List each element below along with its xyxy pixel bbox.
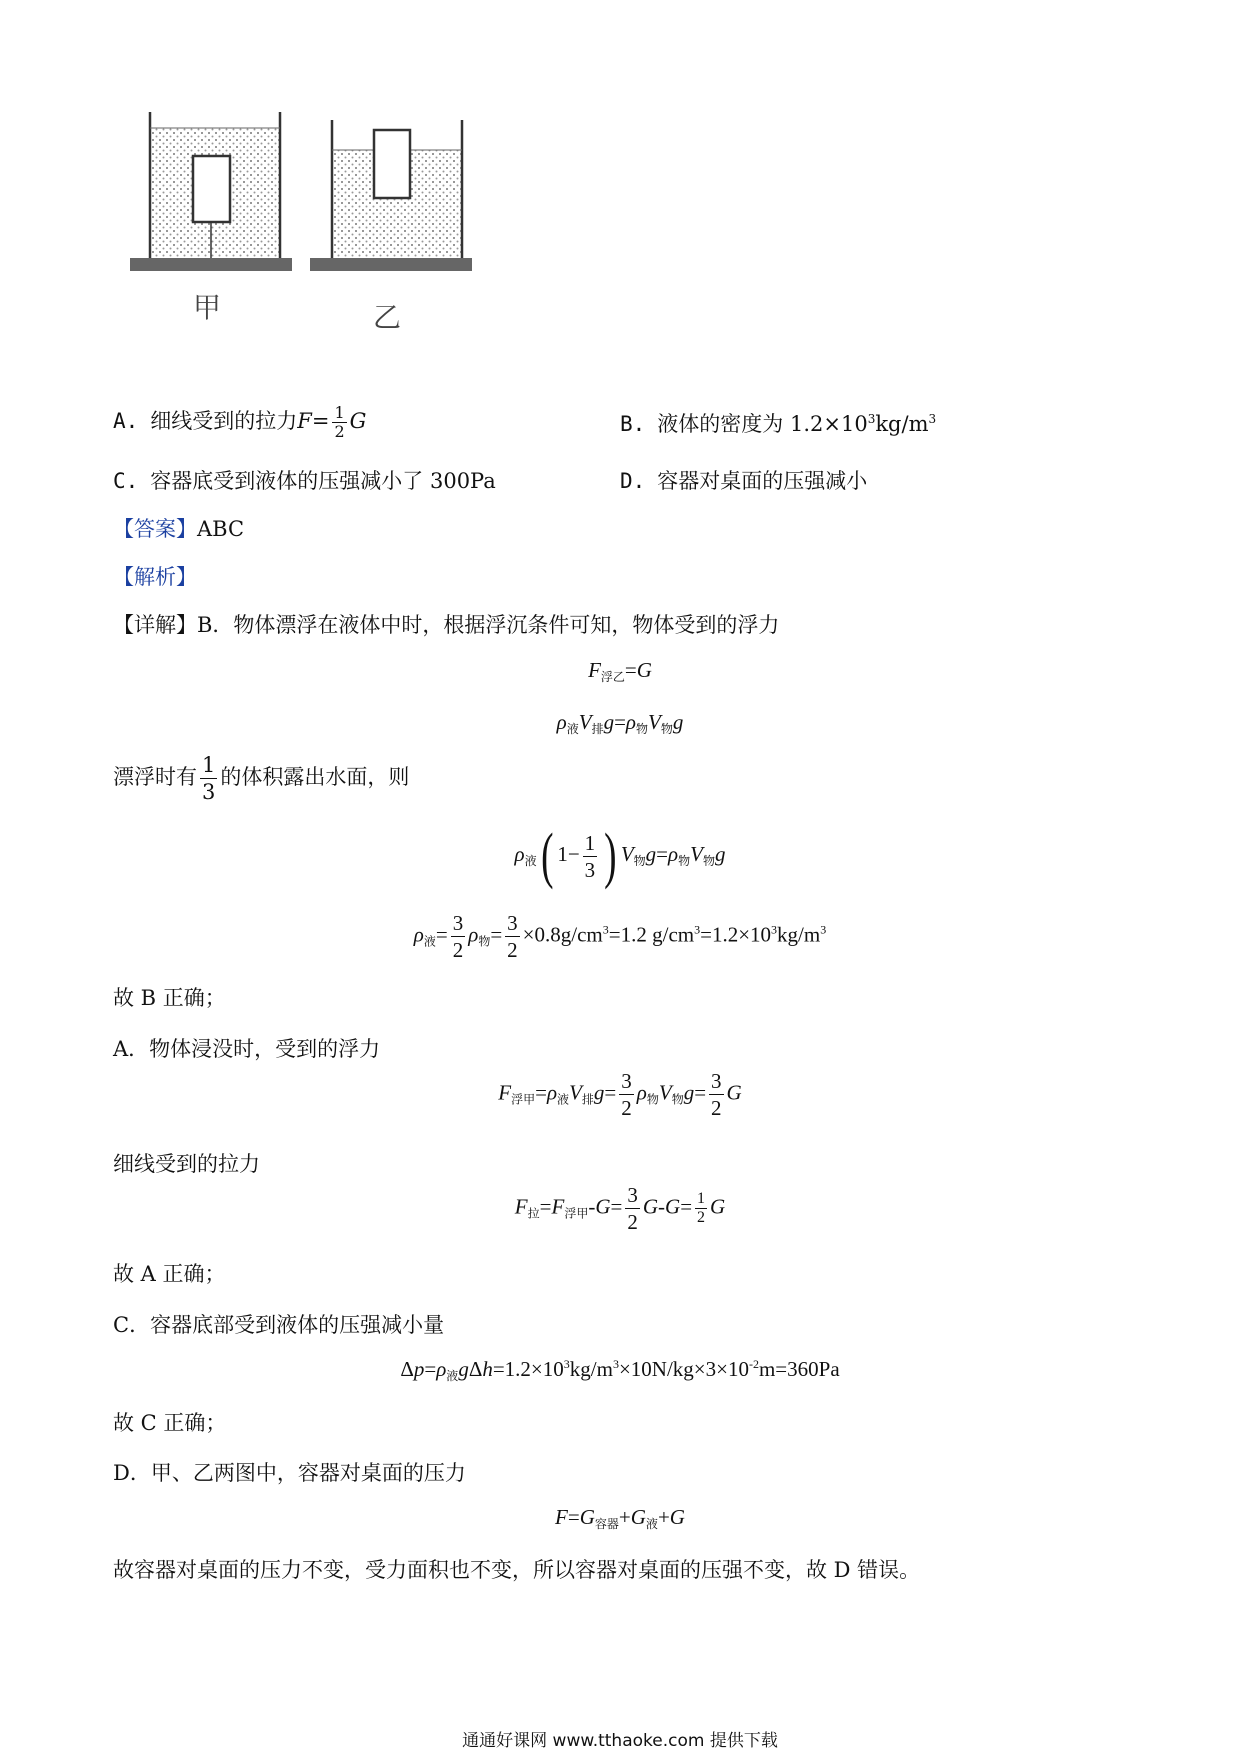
option-d[interactable]: D. 容器对桌面的压强减小 (620, 469, 868, 493)
a-conclusion: 故 A 正确； (113, 1262, 226, 1286)
detail-line: 【详解】B．物体漂浮在液体中时，根据浮沉条件可知，物体受到的浮力 (113, 613, 780, 637)
equation-buoyancy-jia: $F_{浮甲}=\rho_液V_排g=$ $\frac{3}{2}$ $\rho_物V_物g=$ $\frac{3}{2}$ G (498, 1069, 742, 1120)
container-yi (310, 120, 472, 271)
footer: 通通好课网 www.tthaoke.com 提供下载 (462, 1731, 778, 1751)
label-jia: 甲 (193, 291, 222, 324)
answer-line: 【答案】ABC (113, 517, 245, 541)
analysis-tag: 【解析】 (113, 565, 197, 589)
a-intro: A．物体浸没时，受到的浮力 (113, 1037, 381, 1061)
c-intro: C．容器底部受到液体的压强减小量 (113, 1313, 445, 1337)
float-line: 漂浮时有 $\frac{1}{3}$ 的体积露出水面，则 (113, 753, 410, 804)
tension-intro: 细线受到的拉力 (113, 1152, 260, 1176)
option-a[interactable]: A. 细线受到的拉力F= $\frac{1}{2}$ G (113, 403, 367, 441)
label-yi: 乙 (373, 301, 402, 334)
container-diagram (130, 110, 490, 340)
equation-density-balance: $\rho_液V_排g=\rho_物V_物g$ (556, 710, 684, 736)
equation-liquid-density: $\rho_液=$ $\frac{3}{2}$ $\rho_物=$ $\frac{3}{2}$ $\times 0.8g/cm^3=1.2$ $g/cm^3=1.2\times 10^3kg/m^3$ (413, 911, 827, 962)
figure (130, 110, 490, 345)
equation-pressure-change: $\Delta p=\rho_液g\Delta h=1.2\times 10^3kg/m^3\times 10N/kg\times 3\times 10^{-2}m=360Pa$ (400, 1357, 840, 1383)
equation-float-fraction: $\rho_液$( 1− $\frac{1}{3}$ ) $V_物g=\rho_物V_物g$ (514, 822, 726, 890)
equation-total-force: $F=G_{容器}+G_液+G$ (555, 1505, 685, 1531)
equation-tension: $F_拉=F_{浮甲}-G=$ $\frac{3}{2}$ G-G= $\frac{1}{2}$ G (514, 1183, 726, 1234)
equation-buoyancy-yi: $F_{浮乙}=G$ (588, 658, 652, 684)
option-c[interactable]: C. 容器底受到液体的压强减小了 300Pa (113, 469, 496, 493)
option-b[interactable]: B. 液体的密度为 $1.2\times 10^3kg/m^3$ (620, 412, 937, 436)
d-intro: D．甲、乙两图中，容器对桌面的压力 (113, 1461, 466, 1485)
d-conclusion: 故容器对桌面的压力不变，受力面积也不变，所以容器对桌面的压强不变，故 D 错误。 (113, 1558, 921, 1582)
container-jia (130, 112, 292, 271)
c-conclusion: 故 C 正确； (113, 1411, 227, 1435)
b-conclusion: 故 B 正确； (113, 986, 226, 1010)
